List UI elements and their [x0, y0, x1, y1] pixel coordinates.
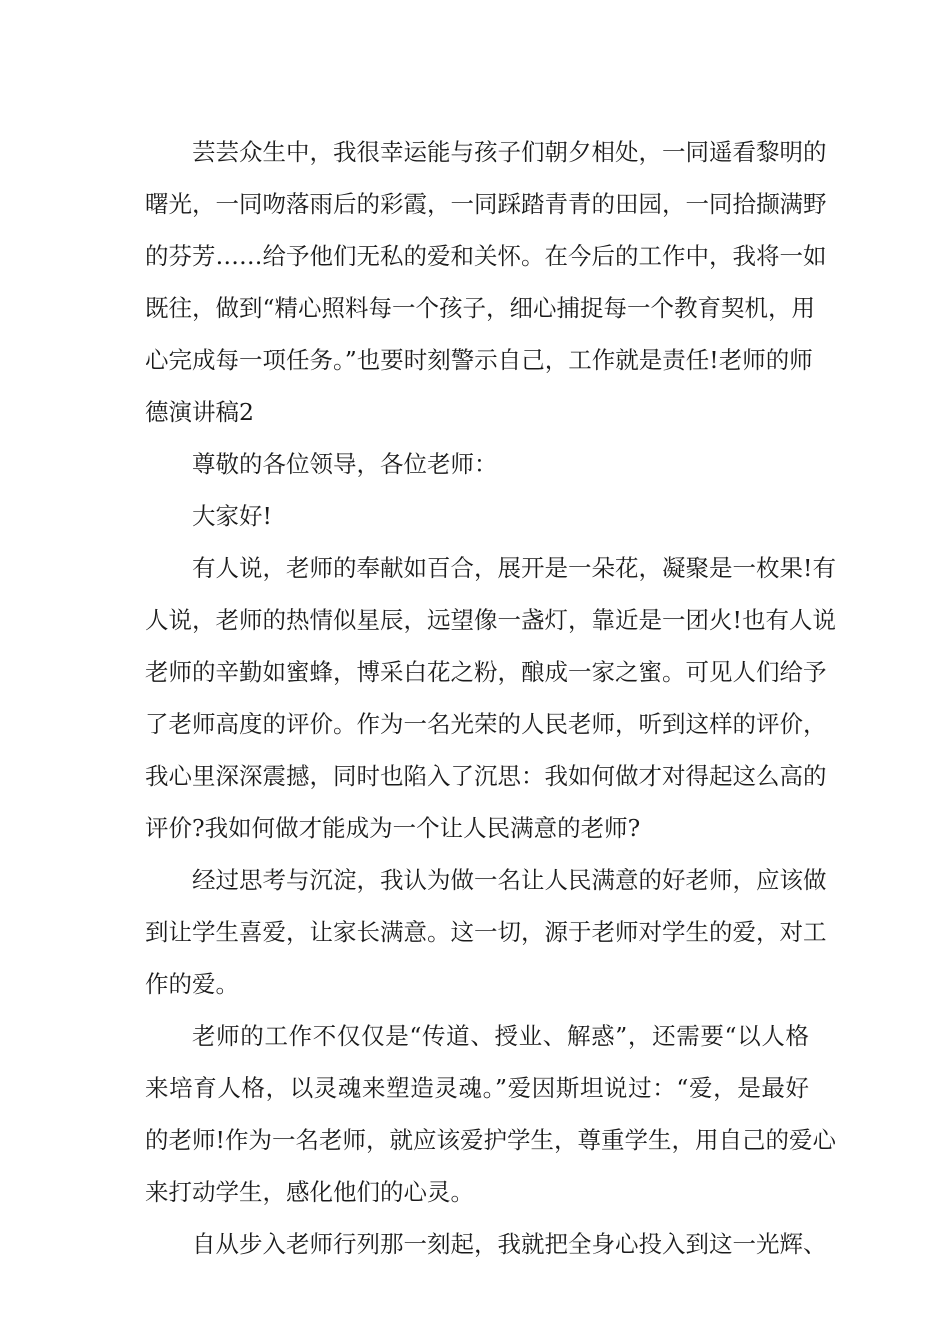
- paragraph-line: 经过思考与沉淀，我认为做一名让人民满意的好老师，应该做: [192, 866, 827, 894]
- paragraph-line: 的芬芳……给予他们无私的爱和关怀。在今后的工作中，我将一如: [145, 242, 827, 270]
- paragraph-line: 尊敬的各位领导，各位老师：: [192, 450, 498, 478]
- paragraph: [145, 438, 809, 490]
- paragraph-line: 老师的辛勤如蜜蜂，博采白花之粉，酿成一家之蜜。可见人们给予: [145, 658, 827, 686]
- paragraph-line: 来打动学生，感化他们的心灵。: [145, 1178, 474, 1206]
- paragraph-line: 到让学生喜爱，让家长满意。这一切，源于老师对学生的爱，对工: [145, 918, 827, 946]
- paragraph-line: 我心里深深震撼，同时也陷入了沉思：我如何做才对得起这么高的: [145, 762, 827, 790]
- paragraph-line: 既往，做到“精心照料每一个孩子，细心捕捉每一个教育契机，用: [145, 294, 816, 322]
- paragraph-line: 芸芸众生中，我很幸运能与孩子们朝夕相处，一同遥看黎明的: [192, 138, 827, 166]
- paragraph: [145, 542, 836, 854]
- paragraph-line: 老师的工作不仅仅是“传道、授业、解惑”，还需要“以人格: [192, 1022, 809, 1050]
- paragraph-line: 曙光，一同吻落雨后的彩霞，一同踩踏青青的田园，一同拾撷满野: [145, 190, 827, 218]
- paragraph-line: 评价?我如何做才能成为一个让人民满意的老师?: [145, 814, 641, 842]
- paragraph-line: 了老师高度的评价。作为一名光荣的人民老师，听到这样的评价，: [145, 710, 827, 738]
- paragraph: [145, 1010, 836, 1218]
- paragraph-line: 心完成每一项任务。”也要时刻警示自己，工作就是责任!老师的师: [145, 346, 813, 374]
- paragraph: [145, 126, 827, 438]
- paragraph-line: 人说，老师的热情似星辰，远望像一盏灯，靠近是一团火!也有人说: [145, 606, 836, 634]
- paragraph-line: 来培育人格，以灵魂来塑造灵魂。”爱因斯坦说过：“爱，是最好: [145, 1074, 809, 1102]
- paragraph-line: 大家好!: [192, 502, 272, 530]
- paragraph-line: 德演讲稿2: [145, 398, 254, 426]
- paragraph-line: 的老师!作为一名老师，就应该爱护学生，尊重学生，用自己的爱心: [145, 1126, 836, 1154]
- paragraph-line: 自从步入老师行列那一刻起，我就把全身心投入到这一光辉、: [192, 1230, 827, 1258]
- paragraph: [145, 854, 827, 1010]
- document-body: [145, 126, 836, 1270]
- paragraph-line: 作的爱。: [145, 970, 239, 998]
- paragraph-line: 有人说，老师的奉献如百合，展开是一朵花，凝聚是一枚果!有: [192, 554, 836, 582]
- paragraph: [145, 1218, 827, 1270]
- paragraph: [145, 490, 809, 542]
